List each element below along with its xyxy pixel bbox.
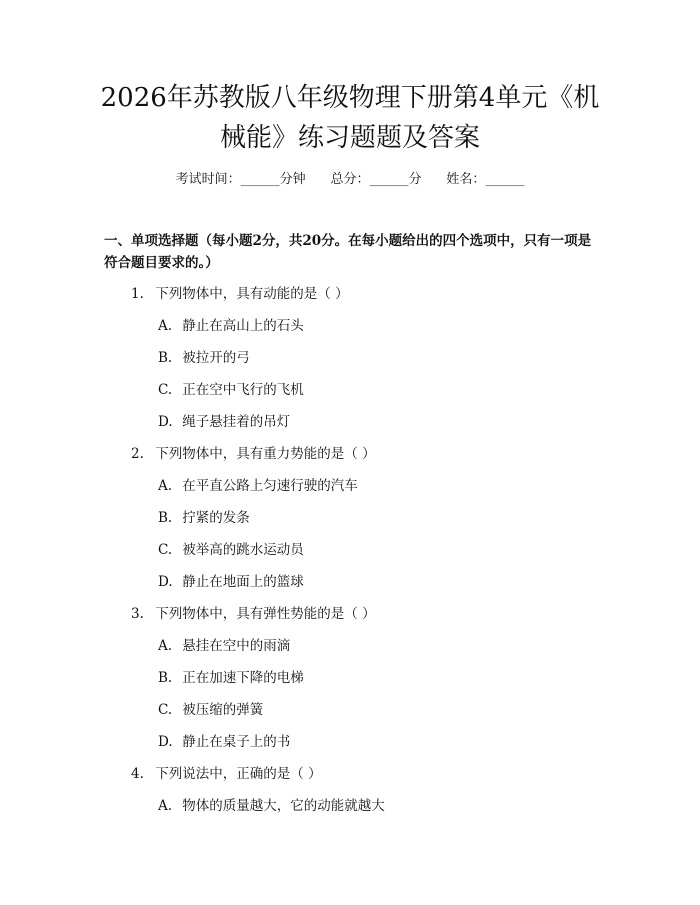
question-text: 下列说法中，正确的是（ ）	[155, 766, 322, 782]
exam-info-line	[0, 168, 700, 187]
question-text: 下列物体中，具有弹性势能的是（ ）	[155, 606, 376, 622]
score-unit: 分	[408, 172, 422, 187]
option-4a	[158, 794, 385, 814]
option-1c	[158, 378, 304, 398]
option-3b	[158, 666, 304, 686]
question-number: 3.	[131, 606, 144, 622]
option-letter: C.	[158, 382, 173, 398]
option-letter: A.	[158, 638, 173, 654]
option-3a	[158, 634, 290, 654]
option-text: 被举高的跳水运动员	[182, 542, 304, 558]
option-text: 绳子悬挂着的吊灯	[182, 414, 291, 430]
option-letter: B.	[158, 510, 173, 526]
option-text: 静止在桌子上的书	[182, 734, 291, 750]
option-text: 拧紧的发条	[182, 510, 250, 526]
question-number: 4.	[131, 766, 144, 782]
option-text: 静止在高山上的石头	[182, 318, 304, 334]
option-2b	[158, 506, 250, 526]
name-label: 姓名：	[446, 172, 486, 187]
question-2	[131, 442, 376, 462]
score-label: 总分：	[330, 172, 370, 187]
option-letter: A.	[158, 318, 173, 334]
option-text: 被压缩的弹簧	[182, 702, 264, 718]
time-blank: ______	[240, 172, 280, 187]
option-letter: C.	[158, 542, 173, 558]
option-text: 在平直公路上匀速行驶的汽车	[182, 478, 358, 494]
name-blank: ______	[485, 172, 525, 187]
question-number: 1.	[131, 286, 144, 302]
option-letter: C.	[158, 702, 173, 718]
option-text: 被拉开的弓	[182, 350, 250, 366]
option-letter: A.	[158, 798, 173, 814]
option-3c	[158, 698, 263, 718]
question-text: 下列物体中，具有动能的是（ ）	[155, 286, 349, 302]
score-blank: ______	[369, 172, 409, 187]
question-3	[131, 602, 376, 622]
option-text: 正在空中飞行的飞机	[182, 382, 304, 398]
option-1a	[158, 314, 304, 334]
option-letter: B.	[158, 670, 173, 686]
question-1	[131, 282, 349, 302]
option-2a	[158, 474, 358, 494]
option-text: 物体的质量越大，它的动能就越大	[182, 798, 385, 814]
question-number: 2.	[131, 446, 144, 462]
option-letter: D.	[158, 414, 173, 430]
option-letter: A.	[158, 478, 173, 494]
option-1d	[158, 410, 290, 430]
option-2c	[158, 538, 304, 558]
time-unit: 分钟	[279, 172, 306, 187]
section-heading: 一、单项选择题（每小题2分，共20分。在每小题给出的四个选项中，只有一项是符合题目要求的。）	[104, 233, 592, 271]
option-letter: B.	[158, 350, 173, 366]
option-text: 悬挂在空中的雨滴	[182, 638, 291, 654]
page-title: 2026年苏教版八年级物理下册第4单元《机械能》练习题题及答案	[100, 83, 600, 153]
option-letter: D.	[158, 734, 173, 750]
option-3d	[158, 730, 290, 750]
option-text: 正在加速下降的电梯	[182, 670, 304, 686]
option-1b	[158, 346, 250, 366]
question-4	[131, 762, 322, 782]
option-letter: D.	[158, 574, 173, 590]
option-2d	[158, 570, 304, 590]
time-label: 考试时间：	[175, 172, 241, 187]
question-text: 下列物体中，具有重力势能的是（ ）	[155, 446, 376, 462]
option-text: 静止在地面上的篮球	[182, 574, 304, 590]
